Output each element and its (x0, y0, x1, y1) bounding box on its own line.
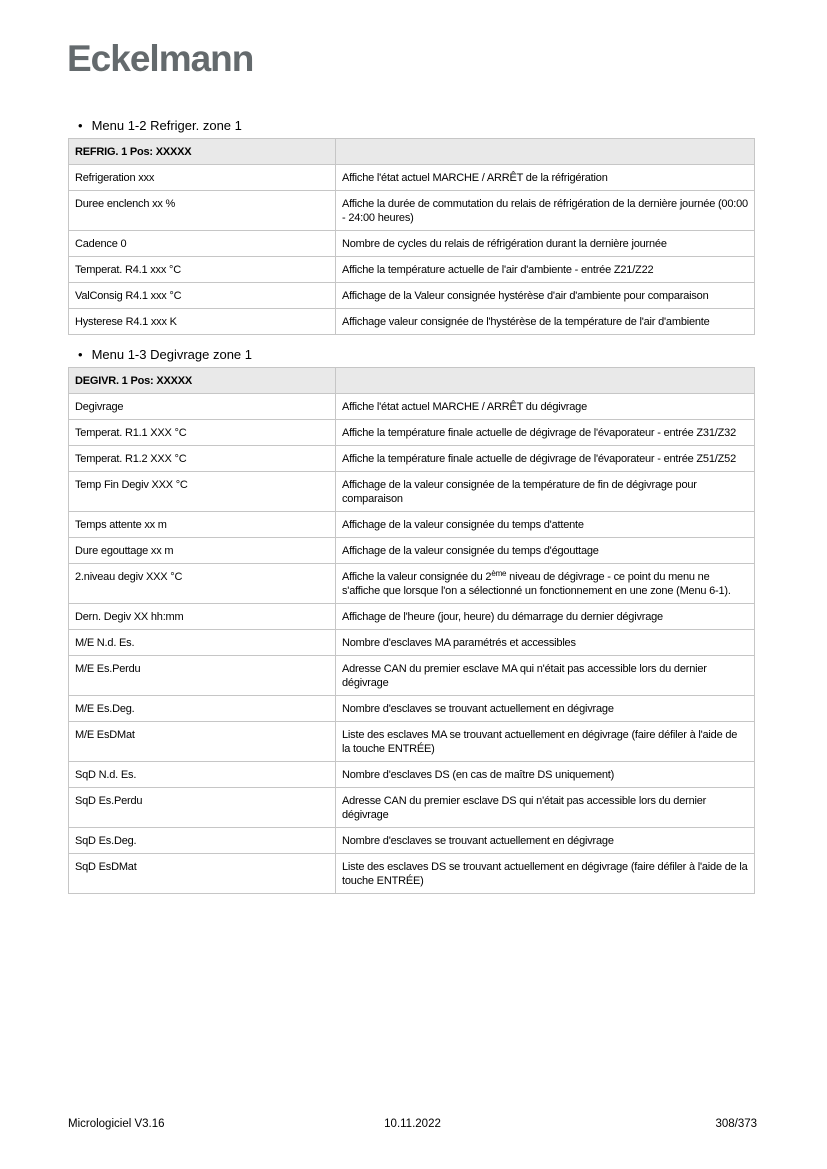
page-footer (68, 1118, 757, 1130)
description-text: Affiche la valeur consignée du 2 (342, 571, 492, 583)
parameter-cell: Degivrage (69, 394, 336, 420)
description-cell: Nombre de cycles du relais de réfrigération durant la dernière journée (336, 231, 755, 257)
section-heading-label: Menu 1-3 Degivrage zone 1 (91, 347, 252, 362)
superscript-text: ème (491, 569, 507, 578)
table-row (69, 828, 755, 854)
table-header-empty-cell (336, 139, 755, 165)
footer-date: 10.11.2022 (384, 1118, 441, 1130)
description-cell: Adresse CAN du premier esclave DS qui n'était pas accessible lors du dernier dégivrage (336, 788, 755, 828)
parameter-cell: M/E Es.Perdu (69, 656, 336, 696)
section-menu-1-2 (68, 118, 755, 335)
table-row (69, 854, 755, 894)
table-row (69, 446, 755, 472)
table-row (69, 257, 755, 283)
table-header-row (69, 139, 755, 165)
description-cell: Nombre d'esclaves se trouvant actuellement en dégivrage (336, 828, 755, 854)
table-header-title: DEGIVR. 1 Pos: XXXXX (69, 368, 336, 394)
parameter-cell: M/E N.d. Es. (69, 630, 336, 656)
parameter-cell: Refrigeration xxx (69, 165, 336, 191)
description-cell: Liste des esclaves MA se trouvant actuellement en dégivrage (faire défiler à l'aide de la touche ENTRÉE) (336, 722, 755, 762)
bullet-icon: • (78, 347, 83, 362)
footer-firmware-version: Micrologiciel V3.16 (68, 1118, 165, 1130)
description-cell: Affichage valeur consignée de l'hystérèse de la température de l'air d'ambiente (336, 309, 755, 335)
parameter-cell: SqD Es.Perdu (69, 788, 336, 828)
parameter-cell: Temperat. R4.1 xxx °C (69, 257, 336, 283)
table-row (69, 309, 755, 335)
parameter-cell: Cadence 0 (69, 231, 336, 257)
parameter-cell: M/E Es.Deg. (69, 696, 336, 722)
table-row (69, 165, 755, 191)
table-row (69, 283, 755, 309)
parameter-cell: Temps attente xx m (69, 512, 336, 538)
parameter-cell: 2.niveau degiv XXX °C (69, 564, 336, 604)
table-row (69, 420, 755, 446)
table-row (69, 696, 755, 722)
table-header-title: REFRIG. 1 Pos: XXXXX (69, 139, 336, 165)
parameter-cell: SqD N.d. Es. (69, 762, 336, 788)
table-row (69, 788, 755, 828)
degivr-table (68, 367, 755, 894)
description-cell: Affichage de l'heure (jour, heure) du démarrage du dernier dégivrage (336, 604, 755, 630)
section-heading (78, 118, 755, 133)
description-cell: Affiche la durée de commutation du relais de réfrigération de la dernière journée (00:00 - 24:00 heures) (336, 191, 755, 231)
footer-page-number: 308/373 (715, 1118, 758, 1130)
table-header-empty-cell (336, 368, 755, 394)
description-cell: Affiche l'état actuel MARCHE / ARRÊT du dégivrage (336, 394, 755, 420)
section-heading (78, 347, 755, 362)
parameter-cell: SqD EsDMat (69, 854, 336, 894)
parameter-cell: Temperat. R1.2 XXX °C (69, 446, 336, 472)
description-text: niveau de dégivrage - ce point du menu ne s'affiche que lorsque l'on a sélectionné un fonctionnement en une zone (Menu 6-1). (342, 571, 731, 597)
parameter-cell: Temperat. R1.1 XXX °C (69, 420, 336, 446)
table-row (69, 394, 755, 420)
parameter-cell: Temp Fin Degiv XXX °C (69, 472, 336, 512)
table-row (69, 538, 755, 564)
description-cell (336, 564, 755, 604)
table-row (69, 472, 755, 512)
description-cell: Liste des esclaves DS se trouvant actuellement en dégivrage (faire défiler à l'aide de la touche ENTRÉE) (336, 854, 755, 894)
description-cell: Adresse CAN du premier esclave MA qui n'était pas accessible lors du dernier dégivrage (336, 656, 755, 696)
description-cell: Nombre d'esclaves DS (en cas de maître DS uniquement) (336, 762, 755, 788)
eckelmann-logo: Eckelmann (67, 38, 254, 79)
table-header-row (69, 368, 755, 394)
table-row (69, 762, 755, 788)
parameter-cell: SqD Es.Deg. (69, 828, 336, 854)
description-cell: Affiche la température actuelle de l'air d'ambiente - entrée Z21/Z22 (336, 257, 755, 283)
description-cell: Affiche la température finale actuelle de dégivrage de l'évaporateur - entrée Z51/Z52 (336, 446, 755, 472)
table-body (69, 394, 755, 894)
bullet-icon: • (78, 118, 83, 133)
description-cell: Affichage de la valeur consignée du temps d'égouttage (336, 538, 755, 564)
table-row (69, 630, 755, 656)
table-row (69, 231, 755, 257)
table-row (69, 722, 755, 762)
parameter-cell: Duree enclench xx % (69, 191, 336, 231)
parameter-cell: ValConsig R4.1 xxx °C (69, 283, 336, 309)
refrig-table (68, 138, 755, 335)
parameter-cell: M/E EsDMat (69, 722, 336, 762)
description-cell: Affichage de la valeur consignée de la température de fin de dégivrage pour comparaison (336, 472, 755, 512)
table-row (69, 564, 755, 604)
description-cell: Affiche l'état actuel MARCHE / ARRÊT de la réfrigération (336, 165, 755, 191)
description-cell: Nombre d'esclaves MA paramétrés et accessibles (336, 630, 755, 656)
parameter-cell: Dern. Degiv XX hh:mm (69, 604, 336, 630)
parameter-cell: Hysterese R4.1 xxx K (69, 309, 336, 335)
parameter-cell: Dure egouttage xx m (69, 538, 336, 564)
description-cell: Affichage de la Valeur consignée hystérèse d'air d'ambiente pour comparaison (336, 283, 755, 309)
description-cell: Affichage de la valeur consignée du temps d'attente (336, 512, 755, 538)
table-row (69, 656, 755, 696)
table-row (69, 191, 755, 231)
description-cell: Affiche la température finale actuelle de dégivrage de l'évaporateur - entrée Z31/Z32 (336, 420, 755, 446)
table-body (69, 165, 755, 335)
section-heading-label: Menu 1-2 Refriger. zone 1 (91, 118, 242, 133)
table-row (69, 604, 755, 630)
table-row (69, 512, 755, 538)
section-menu-1-3 (68, 347, 755, 894)
page-content (68, 118, 755, 894)
description-cell: Nombre d'esclaves se trouvant actuellement en dégivrage (336, 696, 755, 722)
